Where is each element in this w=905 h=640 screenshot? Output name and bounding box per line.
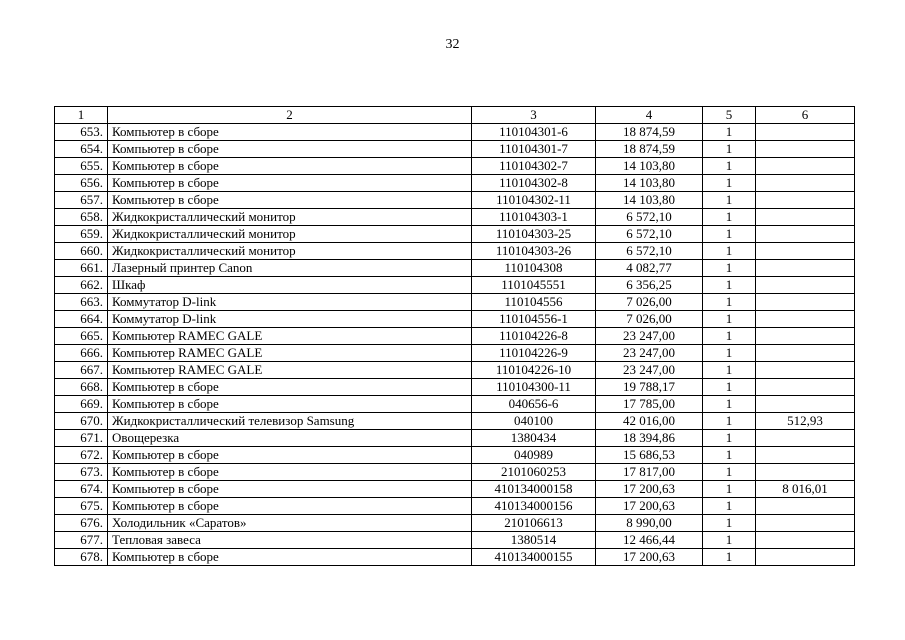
table-row bbox=[55, 447, 855, 464]
inventory-code-cell: 110104302-11 bbox=[472, 192, 596, 209]
cost-cell: 14 103,80 bbox=[596, 175, 703, 192]
inventory-code-cell: 110104303-25 bbox=[472, 226, 596, 243]
amount-cell bbox=[756, 396, 855, 413]
row-number-cell: 666. bbox=[55, 345, 108, 362]
header-cell-col-3: 3 bbox=[472, 107, 596, 124]
quantity-cell: 1 bbox=[703, 294, 756, 311]
quantity-cell: 1 bbox=[703, 549, 756, 566]
row-number-cell: 677. bbox=[55, 532, 108, 549]
quantity-cell: 1 bbox=[703, 464, 756, 481]
table-row bbox=[55, 158, 855, 175]
table-row bbox=[55, 277, 855, 294]
item-name-cell: Жидкокристаллический монитор bbox=[108, 243, 472, 260]
item-name-cell: Тепловая завеса bbox=[108, 532, 472, 549]
amount-cell bbox=[756, 311, 855, 328]
row-number-cell: 655. bbox=[55, 158, 108, 175]
table-row bbox=[55, 498, 855, 515]
item-name-cell: Компьютер в сборе bbox=[108, 158, 472, 175]
amount-cell bbox=[756, 362, 855, 379]
item-name-cell: Лазерный принтер Canon bbox=[108, 260, 472, 277]
item-name-cell: Коммутатор D-link bbox=[108, 311, 472, 328]
cost-cell: 14 103,80 bbox=[596, 158, 703, 175]
quantity-cell: 1 bbox=[703, 532, 756, 549]
table-row bbox=[55, 294, 855, 311]
inventory-code-cell: 410134000156 bbox=[472, 498, 596, 515]
cost-cell: 23 247,00 bbox=[596, 345, 703, 362]
quantity-cell: 1 bbox=[703, 362, 756, 379]
row-number-cell: 672. bbox=[55, 447, 108, 464]
item-name-cell: Компьютер в сборе bbox=[108, 396, 472, 413]
cost-cell: 17 200,63 bbox=[596, 549, 703, 566]
row-number-cell: 673. bbox=[55, 464, 108, 481]
amount-cell bbox=[756, 379, 855, 396]
quantity-cell: 1 bbox=[703, 413, 756, 430]
quantity-cell: 1 bbox=[703, 481, 756, 498]
cost-cell: 6 572,10 bbox=[596, 209, 703, 226]
table-row bbox=[55, 345, 855, 362]
row-number-cell: 663. bbox=[55, 294, 108, 311]
amount-cell bbox=[756, 124, 855, 141]
table-row bbox=[55, 379, 855, 396]
quantity-cell: 1 bbox=[703, 209, 756, 226]
cost-cell: 6 572,10 bbox=[596, 243, 703, 260]
table-header-row bbox=[55, 107, 855, 124]
amount-cell bbox=[756, 328, 855, 345]
cost-cell: 18 394,86 bbox=[596, 430, 703, 447]
cost-cell: 6 572,10 bbox=[596, 226, 703, 243]
item-name-cell: Шкаф bbox=[108, 277, 472, 294]
inventory-code-cell: 2101060253 bbox=[472, 464, 596, 481]
table-row bbox=[55, 396, 855, 413]
amount-cell bbox=[756, 226, 855, 243]
quantity-cell: 1 bbox=[703, 260, 756, 277]
row-number-cell: 653. bbox=[55, 124, 108, 141]
quantity-cell: 1 bbox=[703, 498, 756, 515]
quantity-cell: 1 bbox=[703, 345, 756, 362]
amount-cell bbox=[756, 294, 855, 311]
row-number-cell: 671. bbox=[55, 430, 108, 447]
cost-cell: 17 817,00 bbox=[596, 464, 703, 481]
item-name-cell: Компьютер в сборе bbox=[108, 498, 472, 515]
header-cell-col-4: 4 bbox=[596, 107, 703, 124]
item-name-cell: Компьютер RAMEC GALE bbox=[108, 362, 472, 379]
header-cell-col-2: 2 bbox=[108, 107, 472, 124]
table-row bbox=[55, 328, 855, 345]
quantity-cell: 1 bbox=[703, 447, 756, 464]
table-row bbox=[55, 175, 855, 192]
row-number-cell: 657. bbox=[55, 192, 108, 209]
item-name-cell: Компьютер в сборе bbox=[108, 175, 472, 192]
row-number-cell: 667. bbox=[55, 362, 108, 379]
amount-cell bbox=[756, 141, 855, 158]
row-number-cell: 669. bbox=[55, 396, 108, 413]
cost-cell: 6 356,25 bbox=[596, 277, 703, 294]
cost-cell: 7 026,00 bbox=[596, 311, 703, 328]
table-row bbox=[55, 243, 855, 260]
inventory-code-cell: 110104301-7 bbox=[472, 141, 596, 158]
table-row bbox=[55, 311, 855, 328]
inventory-code-cell: 110104556-1 bbox=[472, 311, 596, 328]
inventory-code-cell: 110104303-26 bbox=[472, 243, 596, 260]
row-number-cell: 659. bbox=[55, 226, 108, 243]
cost-cell: 14 103,80 bbox=[596, 192, 703, 209]
item-name-cell: Компьютер в сборе bbox=[108, 464, 472, 481]
row-number-cell: 670. bbox=[55, 413, 108, 430]
inventory-table bbox=[54, 106, 855, 566]
quantity-cell: 1 bbox=[703, 226, 756, 243]
amount-cell bbox=[756, 209, 855, 226]
table-row bbox=[55, 430, 855, 447]
table-row bbox=[55, 124, 855, 141]
amount-cell: 8 016,01 bbox=[756, 481, 855, 498]
inventory-code-cell: 110104226-9 bbox=[472, 345, 596, 362]
item-name-cell: Жидкокристаллический телевизор Samsung bbox=[108, 413, 472, 430]
item-name-cell: Компьютер RAMEC GALE bbox=[108, 328, 472, 345]
amount-cell bbox=[756, 243, 855, 260]
table-row bbox=[55, 549, 855, 566]
cost-cell: 18 874,59 bbox=[596, 124, 703, 141]
item-name-cell: Компьютер в сборе bbox=[108, 379, 472, 396]
row-number-cell: 660. bbox=[55, 243, 108, 260]
inventory-code-cell: 1380434 bbox=[472, 430, 596, 447]
item-name-cell: Овощерезка bbox=[108, 430, 472, 447]
amount-cell bbox=[756, 464, 855, 481]
cost-cell: 12 466,44 bbox=[596, 532, 703, 549]
quantity-cell: 1 bbox=[703, 141, 756, 158]
inventory-code-cell: 110104301-6 bbox=[472, 124, 596, 141]
row-number-cell: 664. bbox=[55, 311, 108, 328]
quantity-cell: 1 bbox=[703, 192, 756, 209]
row-number-cell: 676. bbox=[55, 515, 108, 532]
table-row bbox=[55, 141, 855, 158]
item-name-cell: Компьютер в сборе bbox=[108, 141, 472, 158]
amount-cell bbox=[756, 532, 855, 549]
row-number-cell: 661. bbox=[55, 260, 108, 277]
inventory-code-cell: 040989 bbox=[472, 447, 596, 464]
row-number-cell: 674. bbox=[55, 481, 108, 498]
quantity-cell: 1 bbox=[703, 396, 756, 413]
table-row bbox=[55, 515, 855, 532]
table-row bbox=[55, 192, 855, 209]
table-row bbox=[55, 464, 855, 481]
item-name-cell: Холодильник «Саратов» bbox=[108, 515, 472, 532]
inventory-code-cell: 110104226-10 bbox=[472, 362, 596, 379]
quantity-cell: 1 bbox=[703, 175, 756, 192]
row-number-cell: 668. bbox=[55, 379, 108, 396]
cost-cell: 7 026,00 bbox=[596, 294, 703, 311]
item-name-cell: Компьютер RAMEC GALE bbox=[108, 345, 472, 362]
inventory-code-cell: 040100 bbox=[472, 413, 596, 430]
row-number-cell: 675. bbox=[55, 498, 108, 515]
amount-cell bbox=[756, 498, 855, 515]
header-cell-col-6: 6 bbox=[756, 107, 855, 124]
row-number-cell: 678. bbox=[55, 549, 108, 566]
inventory-code-cell: 410134000158 bbox=[472, 481, 596, 498]
item-name-cell: Компьютер в сборе bbox=[108, 192, 472, 209]
amount-cell bbox=[756, 192, 855, 209]
amount-cell bbox=[756, 549, 855, 566]
cost-cell: 18 874,59 bbox=[596, 141, 703, 158]
page-number: 32 bbox=[445, 37, 460, 52]
item-name-cell: Компьютер в сборе bbox=[108, 481, 472, 498]
table-row bbox=[55, 481, 855, 498]
cost-cell: 8 990,00 bbox=[596, 515, 703, 532]
amount-cell bbox=[756, 260, 855, 277]
header-cell-col-5: 5 bbox=[703, 107, 756, 124]
table-row bbox=[55, 226, 855, 243]
inventory-code-cell: 1380514 bbox=[472, 532, 596, 549]
quantity-cell: 1 bbox=[703, 158, 756, 175]
inventory-code-cell: 110104302-7 bbox=[472, 158, 596, 175]
amount-cell: 512,93 bbox=[756, 413, 855, 430]
table-row bbox=[55, 413, 855, 430]
quantity-cell: 1 bbox=[703, 515, 756, 532]
cost-cell: 17 200,63 bbox=[596, 481, 703, 498]
cost-cell: 17 200,63 bbox=[596, 498, 703, 515]
item-name-cell: Компьютер в сборе bbox=[108, 447, 472, 464]
amount-cell bbox=[756, 515, 855, 532]
inventory-code-cell: 040656-6 bbox=[472, 396, 596, 413]
item-name-cell: Компьютер в сборе bbox=[108, 124, 472, 141]
row-number-cell: 665. bbox=[55, 328, 108, 345]
table-row bbox=[55, 260, 855, 277]
inventory-table-body bbox=[55, 107, 855, 566]
item-name-cell: Жидкокристаллический монитор bbox=[108, 209, 472, 226]
quantity-cell: 1 bbox=[703, 430, 756, 447]
amount-cell bbox=[756, 175, 855, 192]
cost-cell: 15 686,53 bbox=[596, 447, 703, 464]
row-number-cell: 662. bbox=[55, 277, 108, 294]
table-row bbox=[55, 209, 855, 226]
inventory-code-cell: 110104226-8 bbox=[472, 328, 596, 345]
row-number-cell: 654. bbox=[55, 141, 108, 158]
cost-cell: 23 247,00 bbox=[596, 328, 703, 345]
cost-cell: 19 788,17 bbox=[596, 379, 703, 396]
amount-cell bbox=[756, 430, 855, 447]
table-row bbox=[55, 532, 855, 549]
quantity-cell: 1 bbox=[703, 328, 756, 345]
amount-cell bbox=[756, 345, 855, 362]
quantity-cell: 1 bbox=[703, 277, 756, 294]
inventory-code-cell: 1101045551 bbox=[472, 277, 596, 294]
cost-cell: 23 247,00 bbox=[596, 362, 703, 379]
inventory-code-cell: 110104556 bbox=[472, 294, 596, 311]
quantity-cell: 1 bbox=[703, 311, 756, 328]
quantity-cell: 1 bbox=[703, 379, 756, 396]
inventory-code-cell: 110104300-11 bbox=[472, 379, 596, 396]
inventory-code-cell: 410134000155 bbox=[472, 549, 596, 566]
quantity-cell: 1 bbox=[703, 243, 756, 260]
inventory-code-cell: 110104302-8 bbox=[472, 175, 596, 192]
inventory-code-cell: 110104303-1 bbox=[472, 209, 596, 226]
inventory-code-cell: 110104308 bbox=[472, 260, 596, 277]
item-name-cell: Коммутатор D-link bbox=[108, 294, 472, 311]
amount-cell bbox=[756, 158, 855, 175]
quantity-cell: 1 bbox=[703, 124, 756, 141]
cost-cell: 42 016,00 bbox=[596, 413, 703, 430]
item-name-cell: Жидкокристаллический монитор bbox=[108, 226, 472, 243]
row-number-cell: 656. bbox=[55, 175, 108, 192]
amount-cell bbox=[756, 277, 855, 294]
table-row bbox=[55, 362, 855, 379]
item-name-cell: Компьютер в сборе bbox=[108, 549, 472, 566]
row-number-cell: 658. bbox=[55, 209, 108, 226]
cost-cell: 4 082,77 bbox=[596, 260, 703, 277]
inventory-code-cell: 210106613 bbox=[472, 515, 596, 532]
cost-cell: 17 785,00 bbox=[596, 396, 703, 413]
header-cell-col-1: 1 bbox=[55, 107, 108, 124]
amount-cell bbox=[756, 447, 855, 464]
